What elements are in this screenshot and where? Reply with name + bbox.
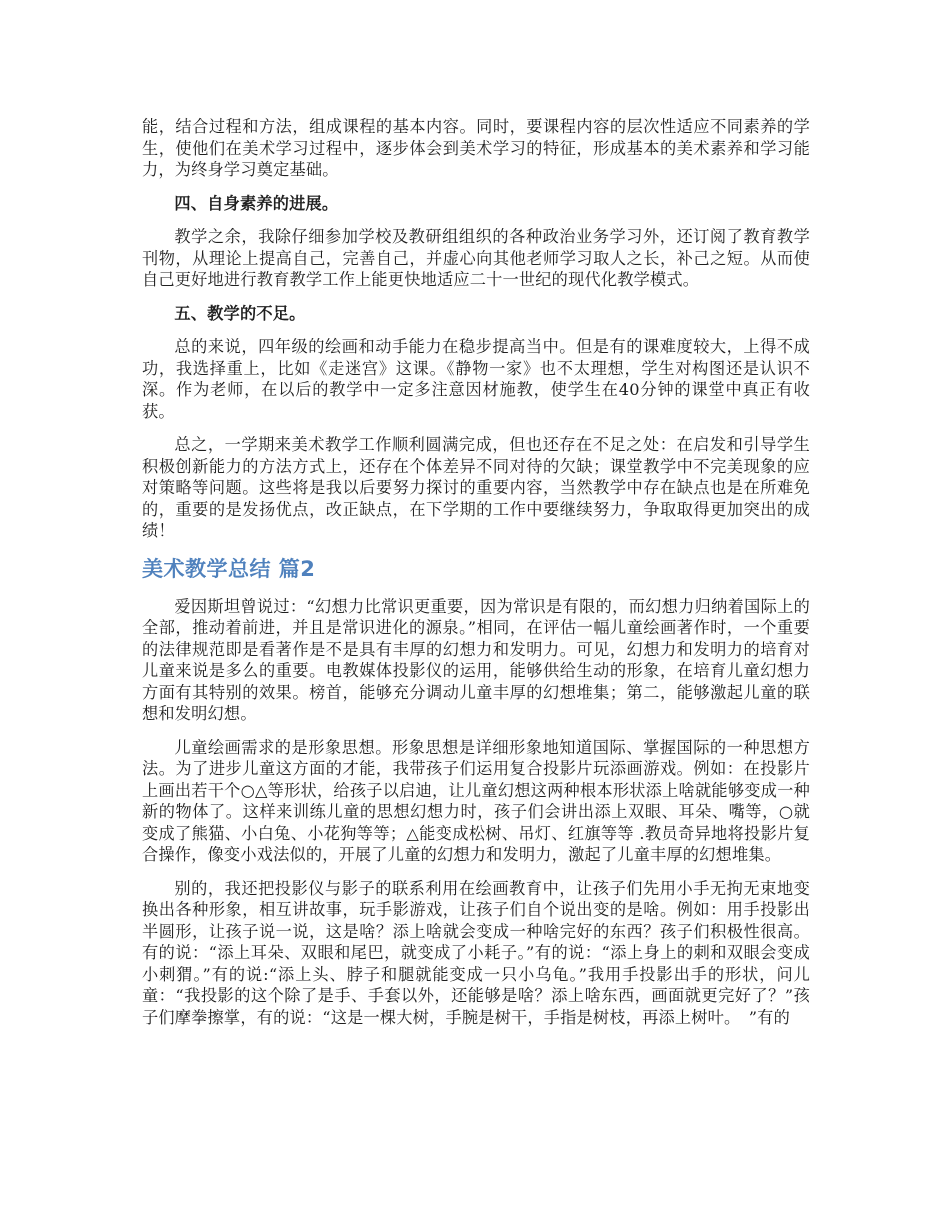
- heading-shortcomings: 五、教学的不足。: [174, 303, 306, 323]
- section-title: 美术教学总结 篇2: [142, 556, 316, 581]
- heading-self-improvement: 四、自身素养的进展。: [174, 193, 339, 213]
- imagination-paragraph: 爱因斯坦曾说过：“幻想力比常识更重要，因为常识是有限的，而幻想力归纳着国际上的全部，推动着前进，并且是常识进化的源泉。”相同，在评估一幅儿童绘画著作时，一个重要的法律规范即是看著作是不是具有丰厚的幻想力和发明力。可见，幻想力和发明力的培育对儿童来说是多么的重要。电教媒体投影仪的运用，能够供给生动的形象，在培育儿童幻想力方面有其特别的效果。榜首，能够充分调动儿童丰厚的幻想堆集；第二，能够激起儿童的联想和发明幻想。: [142, 596, 810, 723]
- document-body: [142, 116, 810, 1040]
- intro-continuation-paragraph: 能，结合过程和方法，组成课程的基本内容。同时，要课程内容的层次性适应不同素养的学生，使他们在美术学习过程中，逐步体会到美术学习的特征，形成基本的美术素养和学习能力，为终身学习奠定基础。: [142, 117, 810, 179]
- conclusion-paragraph: 总之，一学期来美术教学工作顺利圆满完成，但也还存在不足之处：在启发和引导学生积极创新能力的方法方式上，还存在个体差异不同对待的欠缺；课堂教学中不完美现象的应对策略等问题。这些将是我以后要努力探讨的重要内容，当然教学中存在缺点也是在所难免的，重要的是发扬优点，改正缺点，在下学期的工作中要继续努力，争取取得更加突出的成绩！: [142, 435, 810, 540]
- image-thinking-paragraph: 儿童绘画需求的是形象思想。形象思想是详细形象地知道国际、掌握国际的一种思想方法。为了进步儿童这方面的才能，我带孩子们运用复合投影片玩添画游戏。例如：在投影片上画出若干个○△等形状，给孩子以启迪，让儿童幻想这两种根本形状添上啥就能够变成一种新的物体了。这样来训练儿童的思想幻想力时，孩子们会讲出添上双眼、耳朵、嘴等，○就变成了熊猫、小白兔、小花狗等等；△能变成松树、吊灯、红旗等等 .教员奇异地将投影片复合操作，像变小戏法似的，开展了儿童的幻想力和发明力，激起了儿童丰厚的幻想堆集。: [142, 737, 810, 864]
- shortcomings-paragraph: 总的来说，四年级的绘画和动手能力在稳步提高当中。但是有的课难度较大，上得不成功，我选择重上，比如《走迷宫》这课。《静物一家》也不太理想，学生对构图还是认识不深。作为老师，在以后的教学中一定多注意因材施教，使学生在40分钟的课堂中真正有收获。: [142, 337, 810, 421]
- shadow-projection-paragraph: 别的，我还把投影仪与影子的联系利用在绘画教育中，让孩子们先用小手无拘无束地变换出各种形象，相互讲故事，玩手影游戏，让孩子们自个说出变的是啥。例如：用手投影出半圆形，让孩子说一说，这是啥？添上啥就会变成一种啥完好的东西？孩子们积极性很高。有的说：“添上耳朵、双眼和尾巴，就变成了小耗子。”有的说：“添上身上的刺和双眼会变成小刺猬。”有的说:“添上头、脖子和腿就能变成一只小乌龟。”我用手投影出手的形状，问儿童：“我投影的这个除了是手、手套以外，还能够是啥？添上啥东西，画面就更完好了？”孩子们摩拳擦掌，有的说：“这是一棵大树，手腕是树干，手指是树枝，再添上树叶。 ”有的: [142, 878, 810, 1027]
- self-improvement-paragraph: 教学之余，我除仔细参加学校及教研组组织的各种政治业务学习外，还订阅了教育教学刊物，从理论上提高自己，完善自己，并虚心向其他老师学习取人之长，补己之短。从而使自己更好地进行教育教学工作上能更快地适应二十一世纪的现代化教学模式。: [142, 227, 810, 289]
